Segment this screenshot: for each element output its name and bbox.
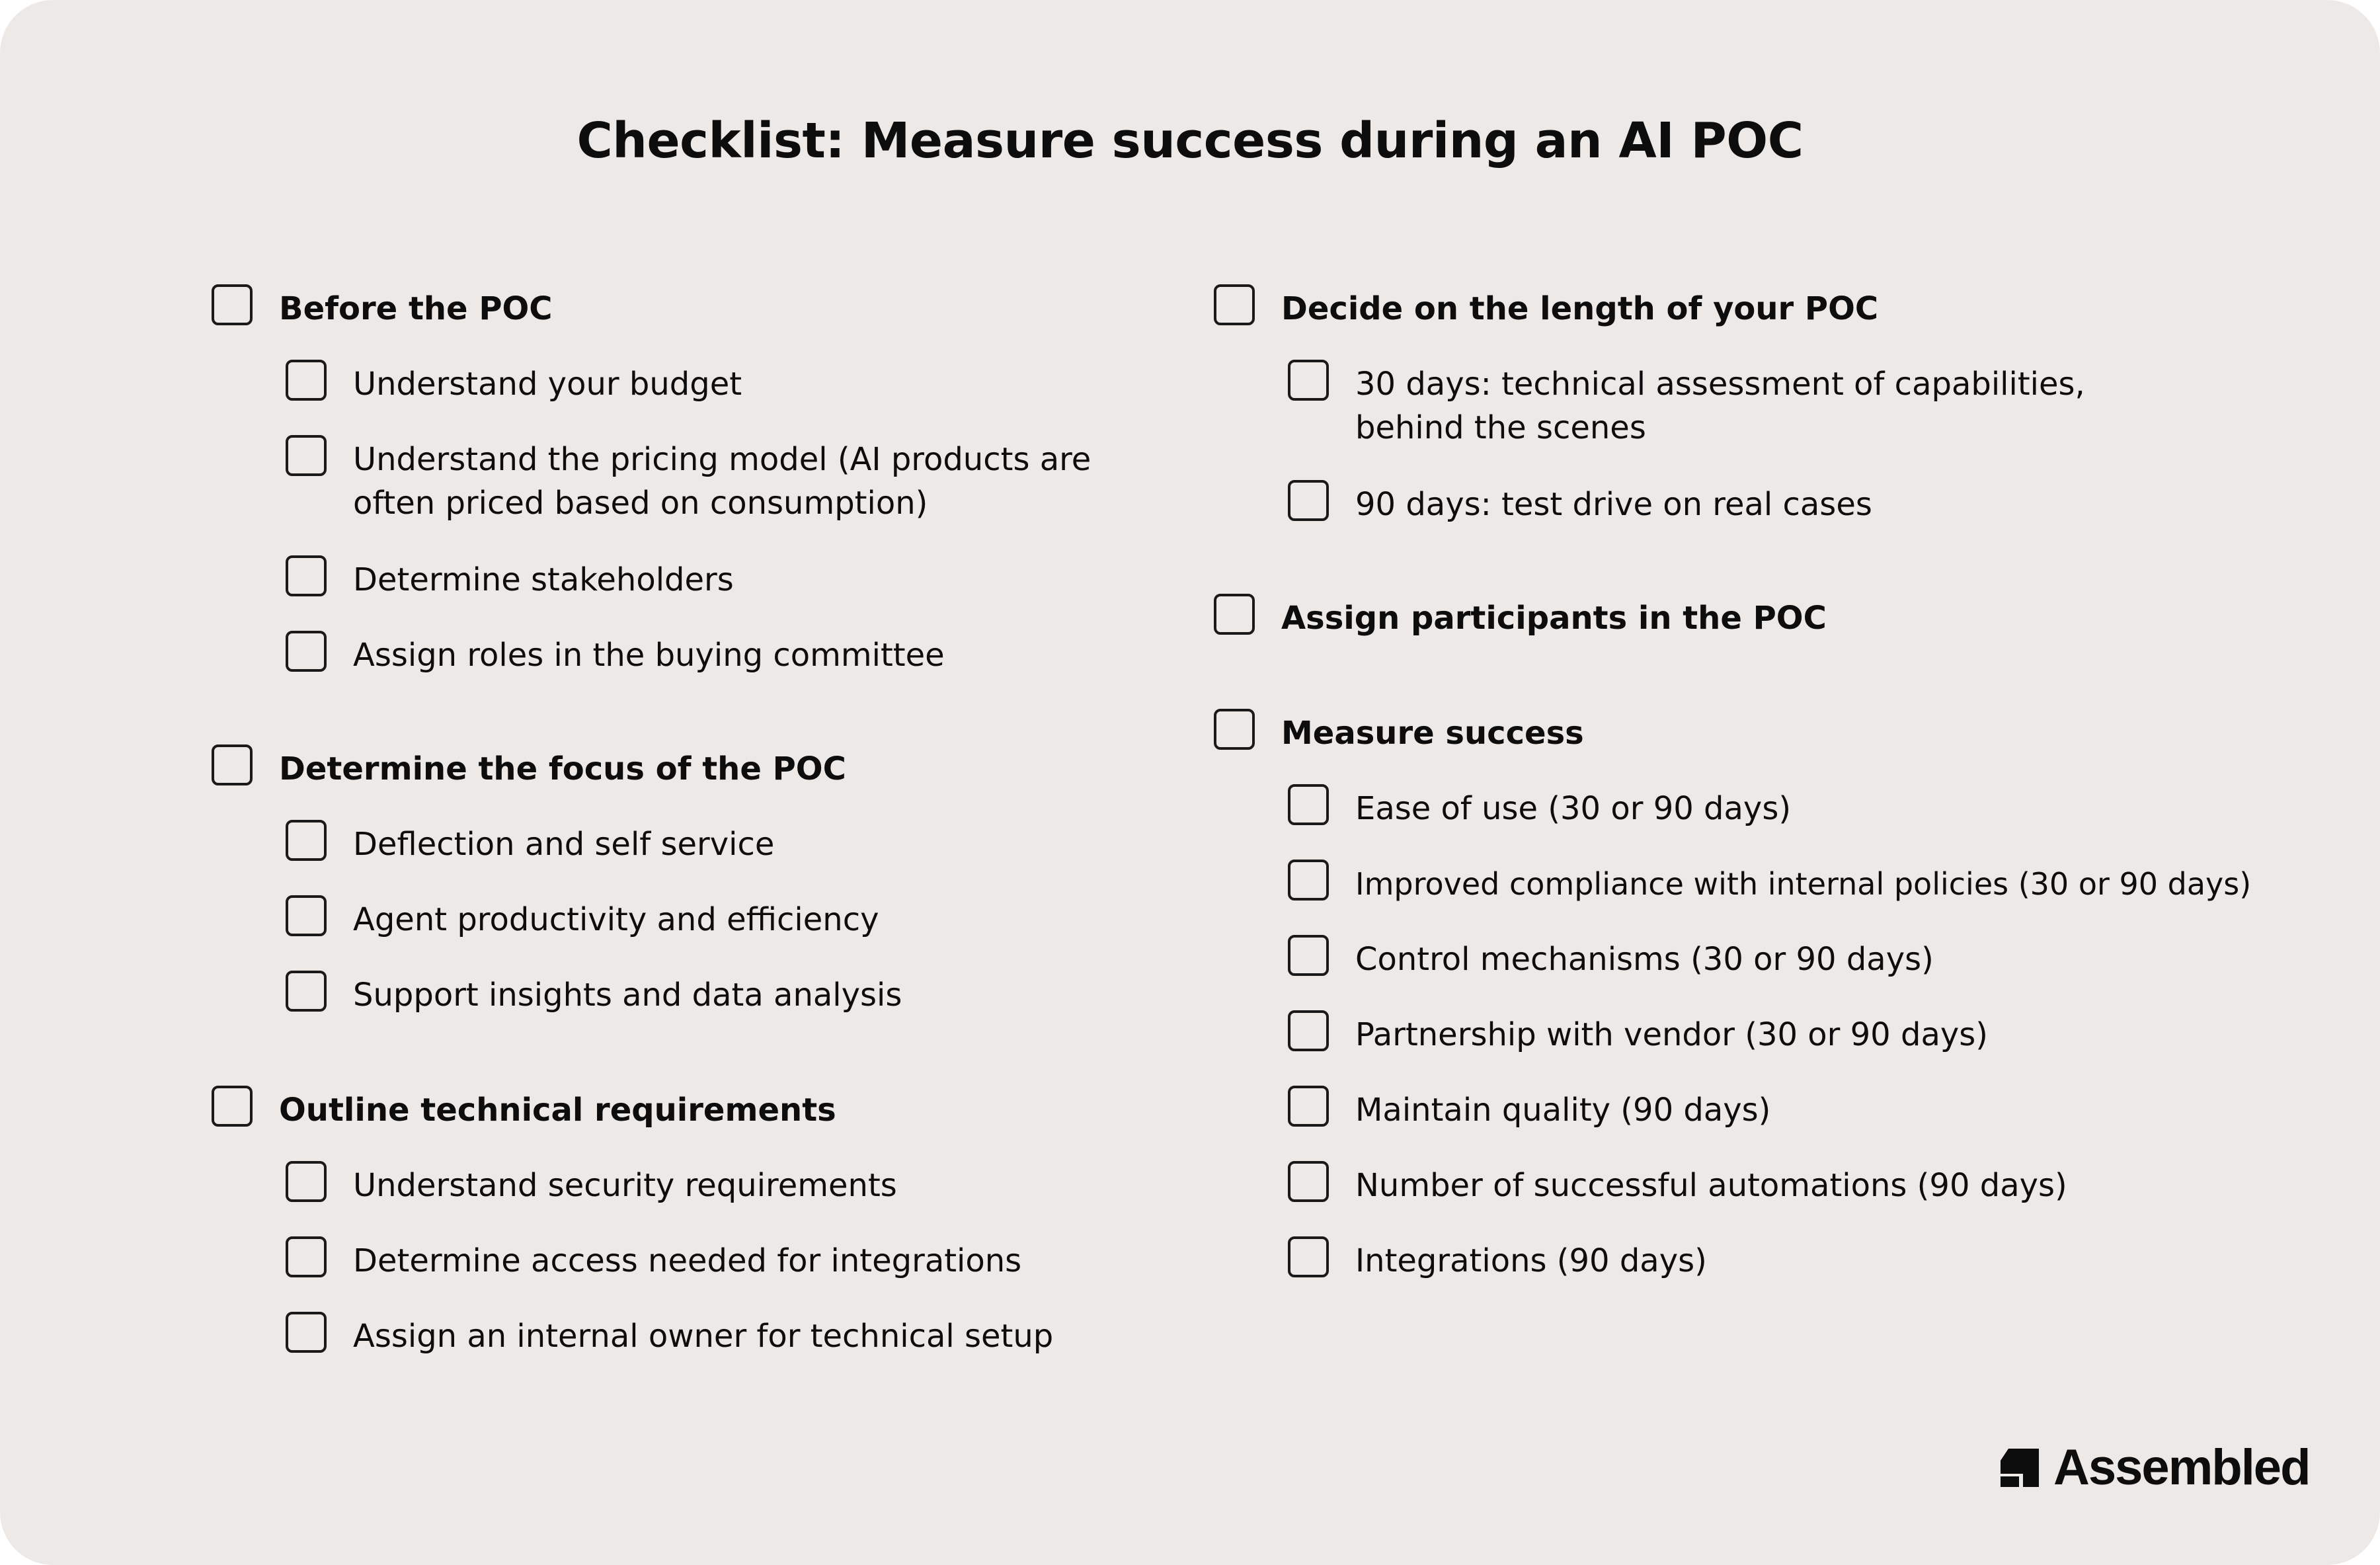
checkbox[interactable] [286,1312,327,1353]
checklist-item-label: Understand the pricing model (AI products are often priced based on consumption) [353,441,1091,522]
checklist-item-label: Assign roles in the buying committee [353,637,945,674]
checklist-item-label: Ease of use (30 or 90 days) [1355,790,1792,827]
section-heading: Decide on the length of your POC [1281,290,1879,327]
checkbox[interactable] [1214,284,1255,325]
checkbox[interactable] [1288,360,1329,401]
checklist-item-label: Partnership with vendor (30 or 90 days) [1355,1016,1988,1053]
checkbox[interactable] [1288,1236,1329,1277]
brand-name: Assembled [2053,1439,2310,1496]
page-title: Checklist: Measure success during an AI POC [576,112,1804,169]
checkbox[interactable] [1214,594,1255,635]
checklist-item-label: Determine access needed for integrations [353,1242,1022,1279]
checklist-item-label: Integrations (90 days) [1355,1242,1707,1279]
checklist-item-label: Agent productivity and efficiency [353,901,879,938]
checklist-item-label: Control mechanisms (30 or 90 days) [1355,941,1934,978]
checkbox[interactable] [1288,784,1329,825]
checklist-item-label: Assign an internal owner for technical setup [353,1318,1054,1355]
checkbox[interactable] [286,971,327,1012]
checkbox[interactable] [1288,935,1329,976]
checkbox[interactable] [212,1086,253,1127]
checkbox[interactable] [286,435,327,476]
checkbox[interactable] [286,555,327,596]
checkbox[interactable] [286,360,327,401]
checkbox[interactable] [1288,860,1329,901]
checklist-item-label: Deflection and self service [353,826,775,863]
checkbox[interactable] [1214,709,1255,750]
section-heading: Before the POC [279,290,553,327]
checklist-item-label: Understand security requirements [353,1167,897,1204]
section-heading: Measure success [1281,715,1584,752]
checklist-item-label: Support insights and data analysis [353,977,902,1014]
checkbox[interactable] [286,1236,327,1277]
brand-logo [1999,1441,2310,1494]
checkbox[interactable] [286,895,327,936]
checkbox[interactable] [1288,1161,1329,1202]
checklist-item-label: Number of successful automations (90 days) [1355,1167,2067,1204]
checklist-item-label: Understand your budget [353,366,742,403]
checkbox[interactable] [1288,1010,1329,1051]
checklist-item-label: Determine stakeholders [353,561,734,598]
checkbox[interactable] [286,1161,327,1202]
checklist-item-label: 30 days: technical assessment of capabilities, behind the scenes [1355,366,2085,446]
checkbox[interactable] [286,820,327,861]
section-heading: Assign participants in the POC [1281,600,1827,637]
checkbox[interactable] [212,744,253,785]
checklist-item-label: Improved compliance with internal policies (30 or 90 days) [1355,866,2252,902]
section-heading: Determine the focus of the POC [279,750,846,787]
section-heading: Outline technical requirements [279,1092,836,1129]
checklist-item-label: 90 days: test drive on real cases [1355,486,1872,523]
checkbox[interactable] [286,631,327,672]
checkbox[interactable] [1288,480,1329,521]
checkbox[interactable] [212,284,253,325]
assembled-logo-icon [1999,1447,2040,1488]
checklist-item-label: Maintain quality (90 days) [1355,1092,1771,1129]
checkbox[interactable] [1288,1086,1329,1127]
